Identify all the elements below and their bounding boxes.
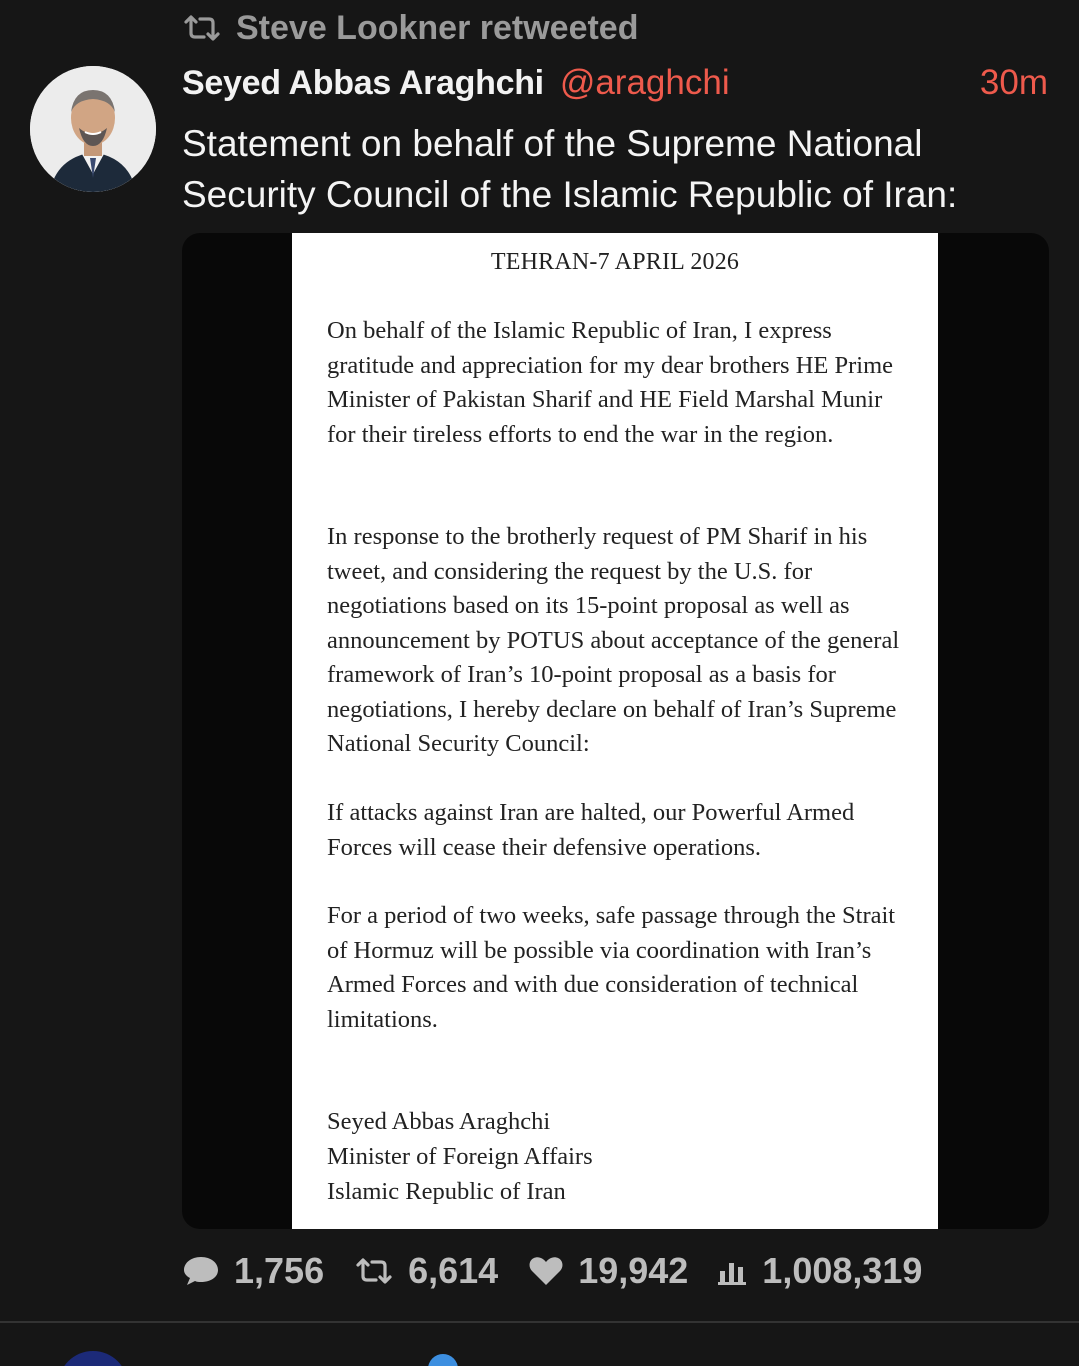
reply-button[interactable] xyxy=(182,1250,324,1292)
next-tweet-avatar[interactable] xyxy=(58,1351,128,1366)
retweet-label: Steve Lookner retweeted xyxy=(236,8,639,47)
author-handle[interactable]: @araghchi xyxy=(559,63,730,102)
tweet-text: Statement on behalf of the Supreme National Security Council of the Islamic Republic of Iran: xyxy=(182,123,958,215)
author-avatar[interactable] xyxy=(30,66,156,192)
signature-title: Minister of Foreign Affairs xyxy=(327,1143,593,1170)
document-signature xyxy=(327,1104,912,1209)
avatar-portrait xyxy=(30,66,156,192)
retweet-count: 6,614 xyxy=(408,1250,499,1291)
author-name[interactable]: Seyed Abbas Araghchi xyxy=(182,63,544,102)
signature-country: Islamic Republic of Iran xyxy=(327,1178,566,1205)
retweet-icon xyxy=(182,13,222,43)
heart-icon xyxy=(528,1255,564,1287)
retweet-context[interactable] xyxy=(182,8,638,48)
verified-badge-icon xyxy=(428,1354,458,1366)
next-tweet-preview[interactable] xyxy=(0,1323,1079,1366)
view-count: 1,008,319 xyxy=(762,1250,923,1291)
views-button[interactable] xyxy=(718,1250,922,1292)
document-paragraph: In response to the brotherly request of PM Sharif in his tweet, and considering the request by the U.S. for negotiations based on its 15-point proposal as well as announcement by POTUS about acceptance of the general framework of Iran’s 10-point proposal as a basis for negotiations, I hereby declare on behalf of Iran’s Supreme National Security Council: xyxy=(327,523,900,757)
like-button[interactable] xyxy=(528,1250,688,1292)
document-dateline: TEHRAN-7 APRIL 2026 xyxy=(490,249,740,275)
statement-document xyxy=(292,233,938,1229)
retweet-button[interactable] xyxy=(354,1250,498,1292)
like-count: 19,942 xyxy=(578,1250,689,1291)
reply-bubble-icon xyxy=(182,1254,220,1288)
tweet-time[interactable]: 30m xyxy=(979,63,1048,102)
document-paragraph: For a period of two weeks, safe passage through the Strait of Hormuz will be possible via coordination with Iran’s Armed Forces and with due consideration of technical limitations. xyxy=(327,902,896,1033)
signature-name: Seyed Abbas Araghchi xyxy=(327,1108,551,1135)
tweet-media[interactable] xyxy=(182,233,1049,1229)
document-paragraph: On behalf of the Islamic Republic of Iran, I express gratitude and appreciation for my dear brothers HE Prime Minister of Pakistan Sharif and HE Field Marshal Munir for their tireless efforts to end the war in the region. xyxy=(327,317,894,448)
tweet-header xyxy=(182,58,1048,108)
reply-count: 1,756 xyxy=(234,1250,325,1291)
retweet-icon xyxy=(354,1256,394,1286)
document-paragraph: If attacks against Iran are halted, our Powerful Armed Forces will cease their defensive operations. xyxy=(327,799,855,861)
tweet-actions xyxy=(182,1248,952,1294)
bar-chart-icon xyxy=(718,1257,748,1285)
